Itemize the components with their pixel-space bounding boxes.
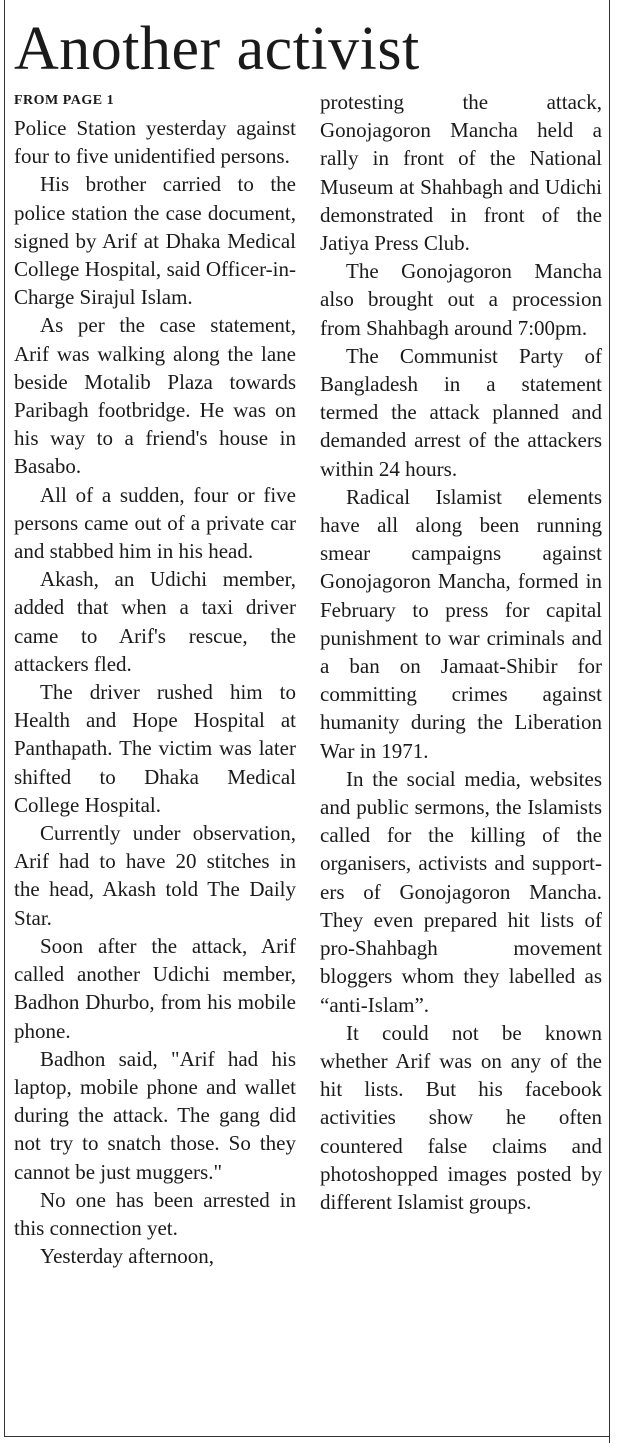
paragraph: Radical Islamist elements have all along been running smear campaigns against Gonojagoron Mancha, formed in February to press for capital punishment to war criminals and a ban on Jamaat-Shibir for committing crimes against humanity during the Liberation War in 1971. xyxy=(320,484,602,763)
kicker: FROM PAGE 1 xyxy=(14,93,115,108)
headline: Another activist xyxy=(14,15,420,83)
paragraph: Badhon said, "Arif had his laptop, mobile phone and wallet during the attack. The gang did not try to snatch those. So they cannot be just muggers." xyxy=(14,1046,296,1184)
paragraph: protesting the attack, Gonojagoron Mancha held a rally in front of the National Museum at Shahbagh and Udichi demonstrated in front of the Jatiya Press Club. xyxy=(320,90,602,256)
paragraph: In the social media, websites and public sermons, the Islamists called for the killing of the organisers, activists and supporters of Gonojagoron Mancha. They even prepared hit lists of pro-Shahbagh movement bloggers whom they labelled as “anti-Islam”. xyxy=(320,766,602,1017)
paragraph: Soon after the attack, Arif called another Udichi member, Badhon Dhurbo, from his mobile phone. xyxy=(14,933,296,1043)
paragraph: The Gonojagoron Mancha also brought out a procession from Shahbagh around 7:00pm. xyxy=(320,259,602,340)
right-column xyxy=(320,88,602,1216)
paragraph: It could not be known whether Arif was on any of the hit lists. But his facebook activities show he often countered false claims and photoshopped images posted by different Islamist groups. xyxy=(320,1020,602,1214)
paragraph: No one has been arrested in this connection yet. xyxy=(14,1187,296,1240)
paragraph: Currently under observation, Arif had to have 20 stitches in the head, Akash told The Daily Star. xyxy=(14,821,296,930)
paragraph: All of a sudden, four or five persons came out of a private car and stabbed him in his head. xyxy=(14,482,296,564)
paragraph: The driver rushed him to Health and Hope Hospital at Panthapath. The victim was later shifted to Dhaka Medical College Hospital. xyxy=(14,680,296,817)
paragraph: Yesterday afternoon, xyxy=(40,1244,214,1269)
paragraph: His brother carried to the police station the case document, signed by Arif at Dhaka Medical College Hospital, said Officer-in-Charge Sirajul Islam. xyxy=(14,172,296,310)
paragraph: Akash, an Udichi member, added that when a taxi driver came to Arif's rescue, the attackers fled. xyxy=(14,567,296,676)
column-rule xyxy=(609,0,610,1443)
paragraph: As per the case statement, Arif was walking along the lane beside Motalib Plaza towards Paribagh footbridge. He was on his way to a friend's house in Basabo. xyxy=(14,313,296,479)
paragraph: The Communist Party of Bangladesh in a statement termed the attack planned and demanded arrest of the attackers within 24 hours. xyxy=(320,343,602,481)
paragraph: Police Station yesterday against four to five unidentified persons. xyxy=(14,116,296,169)
left-column xyxy=(14,88,296,1270)
